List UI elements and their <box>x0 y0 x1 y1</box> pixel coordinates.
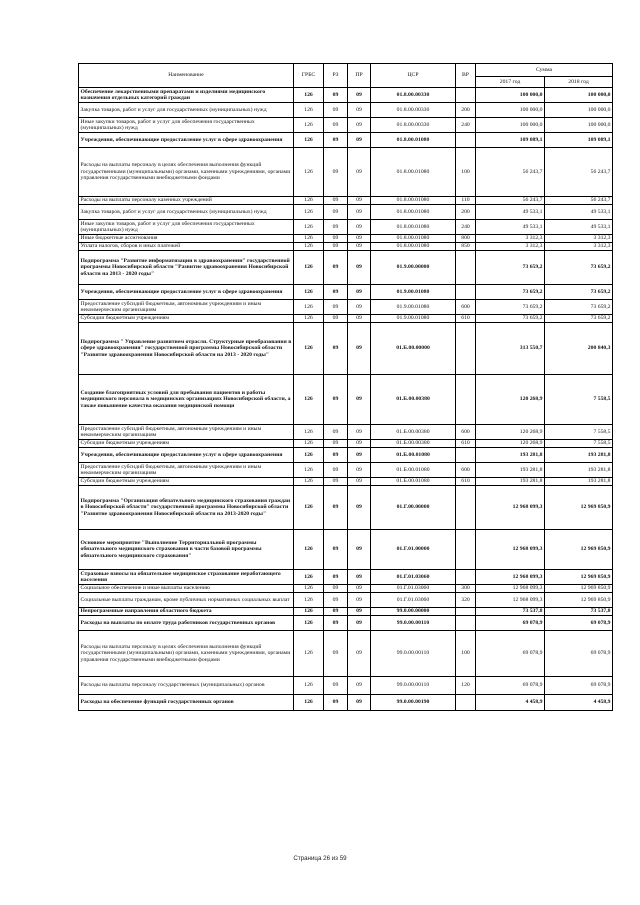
header-vr: ВР <box>456 64 476 88</box>
cell-vr <box>456 323 476 375</box>
cell-grbs: 126 <box>294 148 324 197</box>
cell-csr: 01.8.00.01080 <box>371 148 456 197</box>
cell-grbs: 126 <box>294 300 324 315</box>
cell-2018: 56 243,7 <box>545 148 613 197</box>
cell-csr: 01.8.00.01080 <box>371 197 456 205</box>
cell-vr: 120 <box>456 677 476 695</box>
cell-grbs: 126 <box>294 448 324 463</box>
table-row <box>79 315 613 323</box>
cell-grbs: 126 <box>294 440 324 448</box>
cell-rz: 09 <box>324 235 348 243</box>
cell-rz: 09 <box>324 448 348 463</box>
cell-2017: 120 268,9 <box>476 375 545 425</box>
cell-rz: 09 <box>324 425 348 440</box>
cell-2017: 193 281,8 <box>476 478 545 486</box>
cell-pr: 09 <box>348 463 371 478</box>
cell-name: Иные закупки товаров, работ и услуг для обеспечения государственных (муниципальных) нужд <box>79 220 294 235</box>
cell-grbs: 126 <box>294 103 324 118</box>
cell-name: Закупка товаров, работ и услуг для государственных (муниципальных) нужд <box>79 103 294 118</box>
header-rz: РЗ <box>324 64 348 88</box>
cell-2018: 193 281,8 <box>545 448 613 463</box>
cell-name: Непрограммные направления областного бюджета <box>79 608 294 616</box>
table-row <box>79 608 613 616</box>
cell-2018: 73 537,8 <box>545 608 613 616</box>
cell-2018: 73 659,2 <box>545 315 613 323</box>
cell-pr: 09 <box>348 616 371 631</box>
cell-name: Расходы на обеспечение функций государственных органов <box>79 695 294 711</box>
cell-vr <box>456 608 476 616</box>
cell-pr: 09 <box>348 486 371 530</box>
cell-vr: 240 <box>456 220 476 235</box>
cell-vr: 110 <box>456 197 476 205</box>
cell-pr: 09 <box>348 118 371 133</box>
cell-rz: 09 <box>324 463 348 478</box>
cell-2017: 3 312,3 <box>476 235 545 243</box>
cell-vr: 320 <box>456 593 476 608</box>
cell-2017: 73 659,2 <box>476 315 545 323</box>
cell-2018: 12 969 850,9 <box>545 486 613 530</box>
cell-rz: 09 <box>324 375 348 425</box>
cell-pr: 09 <box>348 375 371 425</box>
cell-grbs: 126 <box>294 220 324 235</box>
cell-2017: 12 968 099,3 <box>476 530 545 570</box>
cell-2017: 49 533,1 <box>476 220 545 235</box>
cell-csr: 01.Г.00.00000 <box>371 486 456 530</box>
cell-2017: 49 533,1 <box>476 205 545 220</box>
cell-name: Субсидии бюджетным учреждениям <box>79 315 294 323</box>
cell-vr <box>456 88 476 103</box>
cell-2018: 7 558,5 <box>545 440 613 448</box>
cell-rz: 09 <box>324 103 348 118</box>
cell-vr: 600 <box>456 300 476 315</box>
table-row <box>79 235 613 243</box>
cell-2018: 100 000,0 <box>545 103 613 118</box>
cell-name: Предоставление субсидий бюджетным, автономным учреждениям и иным некоммерческим организациям <box>79 463 294 478</box>
cell-name: Субсидии бюджетным учреждениям <box>79 440 294 448</box>
cell-vr <box>456 285 476 300</box>
cell-grbs: 126 <box>294 425 324 440</box>
cell-2017: 73 537,8 <box>476 608 545 616</box>
cell-grbs: 126 <box>294 315 324 323</box>
table-row <box>79 585 613 593</box>
cell-pr: 09 <box>348 593 371 608</box>
cell-grbs: 126 <box>294 570 324 585</box>
cell-2017: 56 243,7 <box>476 148 545 197</box>
table-row <box>79 695 613 711</box>
cell-name: Расходы на выплаты персоналу казенных учреждений <box>79 197 294 205</box>
cell-2018: 12 969 850,9 <box>545 570 613 585</box>
cell-pr: 09 <box>348 285 371 300</box>
cell-vr <box>456 486 476 530</box>
cell-pr: 09 <box>348 323 371 375</box>
cell-grbs: 126 <box>294 585 324 593</box>
table-row <box>79 205 613 220</box>
cell-name: Подпрограмма " Управление развитием отрасли. Структурные преобразования в сфере здравоохранения" государственной программы Новосибирской области "Развитие здравоохранения Новосибирской области на 2013 - 2020 годы" <box>79 323 294 375</box>
budget-table <box>78 63 613 711</box>
cell-2018: 109 089,1 <box>545 133 613 148</box>
cell-csr: 01.8.00.01080 <box>371 235 456 243</box>
cell-name: Учреждения, обеспечивающие предоставление услуг в сфере здравоохранения <box>79 285 294 300</box>
cell-csr: 01.Г.01.03060 <box>371 593 456 608</box>
table-row <box>79 616 613 631</box>
cell-name: Основное мероприятие "Выполнение Территориальной программы обязательного медицинского страхования в части базовой программы обязательного медицинского страхования" <box>79 530 294 570</box>
cell-grbs: 126 <box>294 478 324 486</box>
cell-rz: 09 <box>324 243 348 251</box>
cell-name: Страховые взносы на обязательное медицинское страхование неработающего населения <box>79 570 294 585</box>
cell-rz: 09 <box>324 570 348 585</box>
cell-pr: 09 <box>348 315 371 323</box>
cell-pr: 09 <box>348 251 371 285</box>
cell-pr: 09 <box>348 300 371 315</box>
table-body <box>79 88 613 711</box>
cell-csr: 01.9.00.01080 <box>371 315 456 323</box>
cell-grbs: 126 <box>294 530 324 570</box>
table-row <box>79 530 613 570</box>
cell-2018: 12 969 850,9 <box>545 593 613 608</box>
cell-2018: 56 243,7 <box>545 197 613 205</box>
cell-2018: 7 558,5 <box>545 425 613 440</box>
cell-rz: 09 <box>324 315 348 323</box>
cell-grbs: 126 <box>294 243 324 251</box>
cell-pr: 09 <box>348 695 371 711</box>
cell-rz: 09 <box>324 616 348 631</box>
cell-2017: 56 243,7 <box>476 197 545 205</box>
cell-2017: 193 281,8 <box>476 463 545 478</box>
cell-2018: 69 078,9 <box>545 677 613 695</box>
cell-name: Субсидии бюджетным учреждениям <box>79 478 294 486</box>
cell-grbs: 126 <box>294 616 324 631</box>
cell-csr: 99.0.00.00110 <box>371 677 456 695</box>
cell-2017: 69 078,9 <box>476 631 545 677</box>
cell-2017: 73 659,2 <box>476 285 545 300</box>
cell-2017: 73 659,2 <box>476 300 545 315</box>
cell-2017: 12 968 099,3 <box>476 486 545 530</box>
cell-csr: 01.Г.01.03060 <box>371 570 456 585</box>
cell-vr: 600 <box>456 463 476 478</box>
cell-2018: 7 558,5 <box>545 375 613 425</box>
cell-csr: 01.Б.00.00380 <box>371 425 456 440</box>
cell-rz: 09 <box>324 118 348 133</box>
cell-pr: 09 <box>348 88 371 103</box>
cell-rz: 09 <box>324 133 348 148</box>
cell-grbs: 126 <box>294 88 324 103</box>
cell-pr: 09 <box>348 608 371 616</box>
cell-pr: 09 <box>348 235 371 243</box>
cell-grbs: 126 <box>294 608 324 616</box>
cell-grbs: 126 <box>294 323 324 375</box>
cell-name: Предоставление субсидий бюджетным, автономным учреждениям и иным некоммерческим организациям <box>79 425 294 440</box>
cell-grbs: 126 <box>294 197 324 205</box>
cell-pr: 09 <box>348 631 371 677</box>
cell-vr <box>456 530 476 570</box>
table-row <box>79 243 613 251</box>
cell-grbs: 126 <box>294 251 324 285</box>
cell-rz: 09 <box>324 285 348 300</box>
cell-csr: 01.9.00.01080 <box>371 300 456 315</box>
cell-rz: 09 <box>324 251 348 285</box>
cell-csr: 01.Г.01.03060 <box>371 585 456 593</box>
cell-2018: 193 281,8 <box>545 478 613 486</box>
cell-rz: 09 <box>324 197 348 205</box>
cell-pr: 09 <box>348 585 371 593</box>
cell-grbs: 126 <box>294 695 324 711</box>
cell-grbs: 126 <box>294 631 324 677</box>
cell-2017: 3 312,3 <box>476 243 545 251</box>
cell-grbs: 126 <box>294 463 324 478</box>
table-row <box>79 251 613 285</box>
table-row <box>79 478 613 486</box>
cell-grbs: 126 <box>294 205 324 220</box>
cell-name: Социальное обеспечение и иные выплаты населению <box>79 585 294 593</box>
header-2018: 2018 год <box>545 77 613 88</box>
cell-grbs: 126 <box>294 593 324 608</box>
cell-grbs: 126 <box>294 375 324 425</box>
table-row <box>79 103 613 118</box>
table-row <box>79 323 613 375</box>
table-row <box>79 197 613 205</box>
header-name: Наименование <box>79 64 294 88</box>
cell-csr: 01.9.00.00000 <box>371 251 456 285</box>
cell-grbs: 126 <box>294 235 324 243</box>
cell-pr: 09 <box>348 243 371 251</box>
cell-2018: 69 078,9 <box>545 631 613 677</box>
table-row <box>79 118 613 133</box>
cell-2018: 3 312,3 <box>545 243 613 251</box>
cell-vr: 610 <box>456 315 476 323</box>
cell-rz: 09 <box>324 148 348 197</box>
cell-name: Иные бюджетные ассигнования <box>79 235 294 243</box>
cell-name: Расходы на выплаты персоналу государственных (муниципальных) органов <box>79 677 294 695</box>
cell-vr: 610 <box>456 440 476 448</box>
cell-2018: 100 000,0 <box>545 88 613 103</box>
cell-vr: 100 <box>456 631 476 677</box>
cell-pr: 09 <box>348 197 371 205</box>
cell-csr: 01.8.00.01080 <box>371 133 456 148</box>
cell-name: Расходы на выплаты персоналу в целях обеспечения выполнения функций государственными (муниципальными) органами, казенными учреждениями, органами управления государственными внебюджетными фондами <box>79 631 294 677</box>
cell-vr <box>456 570 476 585</box>
cell-2017: 12 968 099,3 <box>476 570 545 585</box>
table-row <box>79 375 613 425</box>
cell-2017: 193 281,8 <box>476 448 545 463</box>
cell-csr: 99.0.00.00110 <box>371 616 456 631</box>
table-row <box>79 440 613 448</box>
page-footer: Страница 26 из 59 <box>293 855 347 862</box>
cell-vr: 800 <box>456 235 476 243</box>
cell-vr <box>456 375 476 425</box>
cell-name: Подпрограмма "Организация обязательного медицинского страхования граждан в Новосибирской области" государственной программы Новосибирской области "Развитие здравоохранения Новосибирской области на 2013-2020 годы" <box>79 486 294 530</box>
cell-rz: 09 <box>324 440 348 448</box>
header-sum: Сумма <box>476 64 613 77</box>
cell-rz: 09 <box>324 220 348 235</box>
cell-name: Расходы на выплаты персоналу в целях обеспечения выполнения функций государственными (муниципальными) органами, казенными учреждениями, органами управления государственными внебюджетными фондами <box>79 148 294 197</box>
cell-csr: 01.Б.00.00380 <box>371 440 456 448</box>
table-row <box>79 631 613 677</box>
cell-name: Закупка товаров, работ и услуг для государственных (муниципальных) нужд <box>79 205 294 220</box>
cell-grbs: 126 <box>294 486 324 530</box>
cell-csr: 01.8.00.01080 <box>371 243 456 251</box>
cell-csr: 01.Б.00.00000 <box>371 323 456 375</box>
cell-2017: 100 000,0 <box>476 103 545 118</box>
cell-grbs: 126 <box>294 285 324 300</box>
cell-csr: 01.8.00.00330 <box>371 118 456 133</box>
cell-2017: 12 968 099,3 <box>476 593 545 608</box>
cell-2017: 73 659,2 <box>476 251 545 285</box>
cell-csr: 01.8.00.01080 <box>371 220 456 235</box>
cell-vr: 300 <box>456 585 476 593</box>
header-pr: ПР <box>348 64 371 88</box>
cell-name: Создание благоприятных условий для пребывания пациентов и работы медицинского персонала в медицинских организациях Новосибирской области, а также повышение качества оказания медицинской помощи <box>79 375 294 425</box>
cell-grbs: 126 <box>294 118 324 133</box>
cell-2018: 69 078,9 <box>545 616 613 631</box>
cell-csr: 01.9.00.01080 <box>371 285 456 300</box>
cell-2018: 73 659,2 <box>545 251 613 285</box>
cell-2017: 120 268,9 <box>476 440 545 448</box>
cell-grbs: 126 <box>294 677 324 695</box>
table-row <box>79 148 613 197</box>
cell-2017: 109 089,1 <box>476 133 545 148</box>
cell-vr <box>456 448 476 463</box>
cell-2017: 100 000,0 <box>476 118 545 133</box>
cell-name: Уплата налогов, сборов и иных платежей <box>79 243 294 251</box>
cell-name: Учреждения, обеспечивающие предоставление услуг в сфере здравоохранения <box>79 448 294 463</box>
cell-rz: 09 <box>324 585 348 593</box>
cell-vr: 200 <box>456 205 476 220</box>
cell-name: Подпрограмма "Развитие информатизации в здравоохранении" государственной программы Новосибирской области "Развитие здравоохранения Новосибирской области на 2013 - 2020 годы" <box>79 251 294 285</box>
header-grbs: ГРБС <box>294 64 324 88</box>
cell-rz: 09 <box>324 300 348 315</box>
cell-pr: 09 <box>348 440 371 448</box>
cell-vr <box>456 133 476 148</box>
header-csr: ЦСР <box>371 64 456 88</box>
cell-rz: 09 <box>324 478 348 486</box>
cell-pr: 09 <box>348 425 371 440</box>
cell-2018: 200 840,3 <box>545 323 613 375</box>
cell-2018: 12 969 850,9 <box>545 530 613 570</box>
cell-pr: 09 <box>348 570 371 585</box>
cell-rz: 09 <box>324 631 348 677</box>
cell-rz: 09 <box>324 486 348 530</box>
cell-name: Учреждения, обеспечивающие предоставление услуг в сфере здравоохранения <box>79 133 294 148</box>
cell-name: Обеспечение лекарственными препаратами и изделиями медицинского назначения отдельных категорий граждан <box>79 88 294 103</box>
cell-csr: 01.Б.00.01080 <box>371 448 456 463</box>
cell-csr: 01.8.00.00330 <box>371 88 456 103</box>
cell-csr: 99.0.00.00110 <box>371 631 456 677</box>
table-row <box>79 88 613 103</box>
cell-csr: 01.Б.00.01080 <box>371 478 456 486</box>
table-row <box>79 448 613 463</box>
table-row <box>79 133 613 148</box>
table-row <box>79 486 613 530</box>
table-row <box>79 570 613 585</box>
cell-pr: 09 <box>348 103 371 118</box>
cell-vr: 100 <box>456 148 476 197</box>
cell-2018: 3 312,3 <box>545 235 613 243</box>
cell-rz: 09 <box>324 323 348 375</box>
table-row <box>79 220 613 235</box>
cell-vr: 600 <box>456 425 476 440</box>
cell-2017: 100 000,0 <box>476 88 545 103</box>
cell-csr: 01.8.00.00330 <box>371 103 456 118</box>
cell-csr: 99.0.00.00000 <box>371 608 456 616</box>
cell-2018: 49 533,1 <box>545 205 613 220</box>
table-row <box>79 677 613 695</box>
cell-vr <box>456 616 476 631</box>
cell-vr <box>456 251 476 285</box>
cell-vr: 240 <box>456 118 476 133</box>
cell-vr <box>456 695 476 711</box>
cell-rz: 09 <box>324 88 348 103</box>
cell-2018: 193 281,8 <box>545 463 613 478</box>
cell-rz: 09 <box>324 205 348 220</box>
cell-2018: 73 659,2 <box>545 300 613 315</box>
cell-pr: 09 <box>348 448 371 463</box>
table-row <box>79 285 613 300</box>
cell-csr: 01.Г.01.00000 <box>371 530 456 570</box>
table-row <box>79 593 613 608</box>
cell-csr: 01.Б.00.01080 <box>371 463 456 478</box>
cell-2017: 120 268,9 <box>476 425 545 440</box>
cell-pr: 09 <box>348 478 371 486</box>
cell-rz: 09 <box>324 608 348 616</box>
cell-vr: 200 <box>456 103 476 118</box>
cell-2018: 73 659,2 <box>545 285 613 300</box>
cell-2017: 313 550,7 <box>476 323 545 375</box>
table-row <box>79 425 613 440</box>
cell-vr: 610 <box>456 478 476 486</box>
cell-csr: 99.0.00.00190 <box>371 695 456 711</box>
cell-2018: 4 458,9 <box>545 695 613 711</box>
cell-rz: 09 <box>324 530 348 570</box>
cell-2017: 12 968 099,3 <box>476 585 545 593</box>
table-row <box>79 300 613 315</box>
cell-name: Расходы на выплаты по оплате труда работников государственных органов <box>79 616 294 631</box>
header-2017: 2017 год <box>476 77 545 88</box>
cell-csr: 01.Б.00.00380 <box>371 375 456 425</box>
cell-pr: 09 <box>348 220 371 235</box>
cell-pr: 09 <box>348 530 371 570</box>
cell-name: Социальные выплаты гражданам, кроме публичных нормативных социальных выплат <box>79 593 294 608</box>
cell-rz: 09 <box>324 593 348 608</box>
cell-2018: 12 969 850,9 <box>545 585 613 593</box>
cell-rz: 09 <box>324 695 348 711</box>
cell-pr: 09 <box>348 148 371 197</box>
budget-page <box>78 63 612 711</box>
cell-2018: 100 000,0 <box>545 118 613 133</box>
cell-2017: 69 078,9 <box>476 677 545 695</box>
cell-pr: 09 <box>348 205 371 220</box>
cell-pr: 09 <box>348 133 371 148</box>
cell-2018: 49 533,1 <box>545 220 613 235</box>
cell-2017: 69 078,9 <box>476 616 545 631</box>
cell-vr: 850 <box>456 243 476 251</box>
cell-2017: 4 458,9 <box>476 695 545 711</box>
cell-name: Иные закупки товаров, работ и услуг для обеспечения государственных (муниципальных) нужд <box>79 118 294 133</box>
cell-grbs: 126 <box>294 133 324 148</box>
cell-name: Предоставление субсидий бюджетным, автономным учреждениям и иным некоммерческим организациям <box>79 300 294 315</box>
cell-rz: 09 <box>324 677 348 695</box>
cell-csr: 01.8.00.01080 <box>371 205 456 220</box>
cell-pr: 09 <box>348 677 371 695</box>
table-row <box>79 463 613 478</box>
